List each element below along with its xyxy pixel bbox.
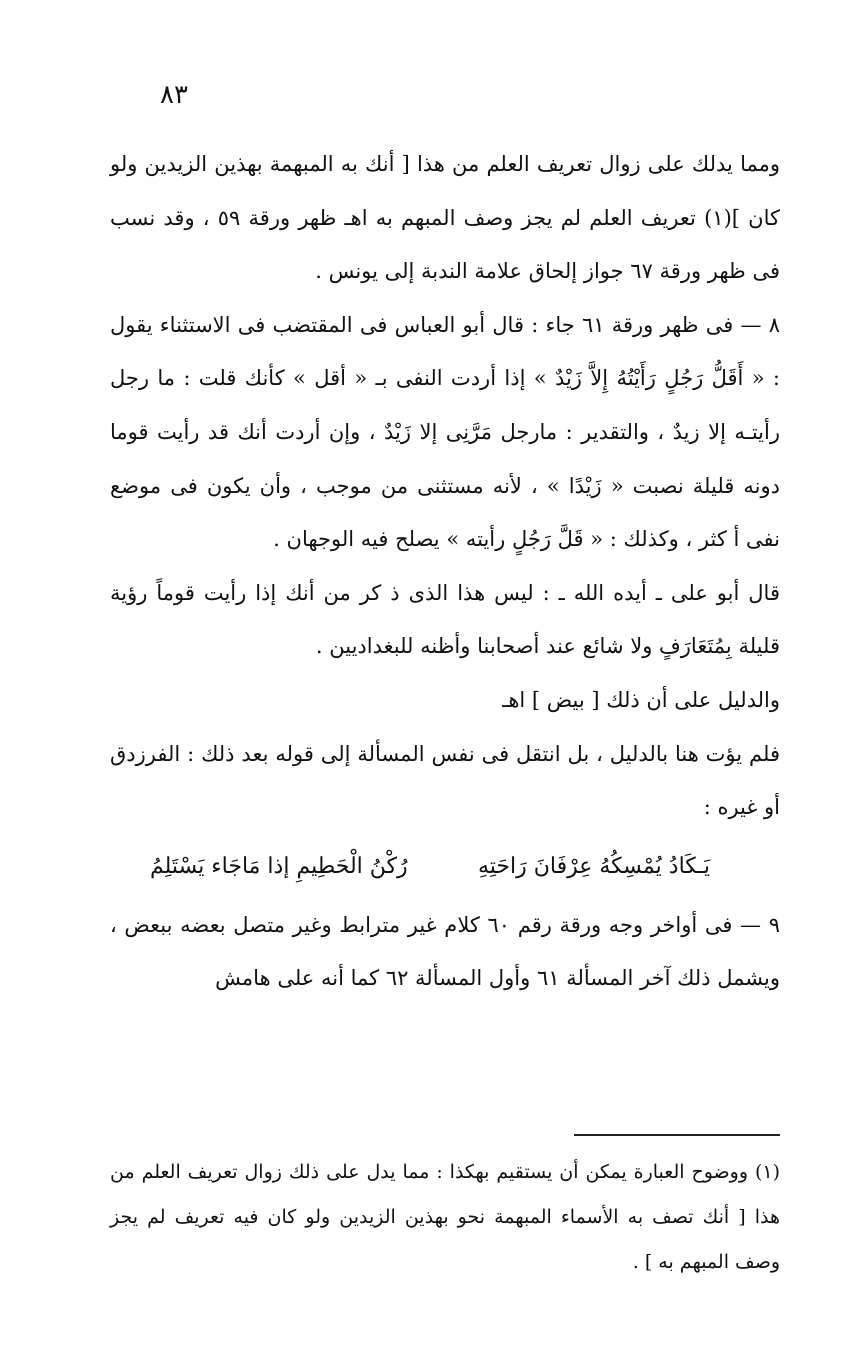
footnote-divider xyxy=(574,1134,780,1136)
poem-hemistich-first: يَـكَادُ يُمْسِكُهُ عِرْفَانَ رَاحَتِهِ xyxy=(477,853,710,879)
poem-verse xyxy=(110,835,780,899)
footnote: (١) ووضوح العبارة يمكن أن يستقيم بهكذا : مما يدل على ذلك زوال تعريف العلم من هذا [ أنك تصف به الأسماء المبهمة نحو بهذين الزيدين ولو كان فيه تعريف لم يجز وصف المبهم به ] . xyxy=(110,1161,780,1273)
paragraph-4: والدليل على أن ذلك [ بيض ] اهـ xyxy=(502,687,780,712)
paragraph-6: ٩ — فى أواخر وجه ورقة رقم ٦٠ كلام غير مترابط وغير متصل بعضه ببعض ، ويشمل ذلك آخر المسألة ٦١ وأول المسألة ٦٢ كما أنه على هامش xyxy=(110,912,780,991)
paragraph-3: قال أبو على ـ أيده الله ـ : ليس هذا الذى ذ كر من أنك إذا رأيت قوماً رؤية قليلة بِمُتَعَارَفٍ ولا شائع عند أصحابنا وأظنه للبغداديين . xyxy=(110,580,780,659)
paragraph-1: ومما يدلك على زوال تعريف العلم من هذا [ أنك به المبهمة بهذين الزيدين ولو كان ](١) تعريف العلم لم يجز وصف المبهم به اهـ ظهر ورقة ٥٩ ، وقد نسب فى ظهر ورقة ٦٧ جواز إلحاق علامة الندبة إلى يونس . xyxy=(110,152,780,284)
main-text xyxy=(110,138,780,1006)
poem-hemistich-second: رُكْنُ الْحَطِيمِ إذا مَاجَاء يَسْتَلِمُ xyxy=(150,853,408,879)
paragraph-5: فلم يؤت هنا بالدليل ، بل انتقل فى نفس المسألة إلى قوله بعد ذلك : الفرزدق أو غيره : xyxy=(110,741,780,820)
page-number: ٨٣ xyxy=(160,80,188,110)
paragraph-2: ٨ — فى ظهر ورقة ٦١ جاء : قال أبو العباس فى المقتضب فى الاستثناء يقول : « أَقَلُّ رَجُلٍ رَأَيْتُهُ إِلاَّ زَيْدٌ » إذا أردت النفى بـ « أقل » كأنك قلت : ما رجل رأيتـه إلا زيدٌ ، والتقدير : مارجل مَرَّنِى إلا زَيْدٌ ، وإن أردت أنك قد رأيت قوما دونه قليلة نصبت « زَيْدًا » ، لأنه مستثنى من موجب ، وأن يكون فى موضع نفى أ كثر ، وكذلك : « قَلَّ رَجُلٍ رأيته » يصلح فيه الوجهان . xyxy=(110,312,780,552)
